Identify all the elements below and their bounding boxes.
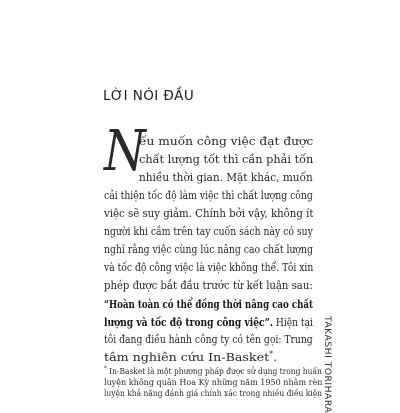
- body-line: nghĩ rằng việc cùng lúc nâng cao chất lượng: [104, 243, 313, 256]
- footnote-line: luyện khả năng đánh giá chính xác trong nhiều điều kiện: [104, 388, 323, 398]
- body-line: [104, 315, 313, 330]
- drop-cap-letter: N: [104, 119, 146, 184]
- body-line: tôi đang điều hành công ty có tên gọi: Trung: [104, 333, 313, 346]
- author-sidebar: TAKASHI TORIHARA: [322, 316, 333, 413]
- body-line: nhiều thời gian. Mặt khác, muốn: [139, 171, 313, 184]
- body-line: ếu muốn công việc đạt được: [139, 135, 314, 148]
- body-text: .: [273, 351, 278, 364]
- body-line: [104, 351, 277, 365]
- body-line: cải thiện tốc độ làm việc thì chất lượng công: [104, 189, 313, 202]
- emphasis-line: “Hoàn toàn có thể đồng thời nâng cao chất: [104, 297, 313, 311]
- footnote-marker: *: [269, 350, 274, 359]
- body-line: và tốc độ công việc là việc không thể. Tôi xin: [104, 261, 314, 274]
- chapter-heading: LỜI NÓI ĐẦU: [103, 88, 195, 104]
- footnote-line: luyện không quân Hoa Kỳ những năm 1950 nhằm rèn: [104, 377, 323, 387]
- body-line: chất lượng tốt thì cần phải tốn: [139, 153, 314, 166]
- body-text: Hiện tại: [272, 316, 313, 329]
- footnote-text: In-Basket là một phương pháp được sử dụng trong huấn: [106, 366, 322, 376]
- body-line: việc sẽ suy giảm. Chính bởi vậy, không ít: [104, 207, 314, 220]
- body-text: tâm nghiên cứu In-Basket: [104, 351, 270, 364]
- body-line: phép được bắt đầu trước từ kết luận sau:: [104, 279, 313, 292]
- footnote-line: [104, 366, 322, 377]
- footnote-marker: *: [104, 365, 107, 373]
- emphasis-text: lượng và tốc độ trong công việc”.: [104, 315, 273, 329]
- body-line: người khi cầm trên tay cuốn sách này có suy: [104, 225, 313, 238]
